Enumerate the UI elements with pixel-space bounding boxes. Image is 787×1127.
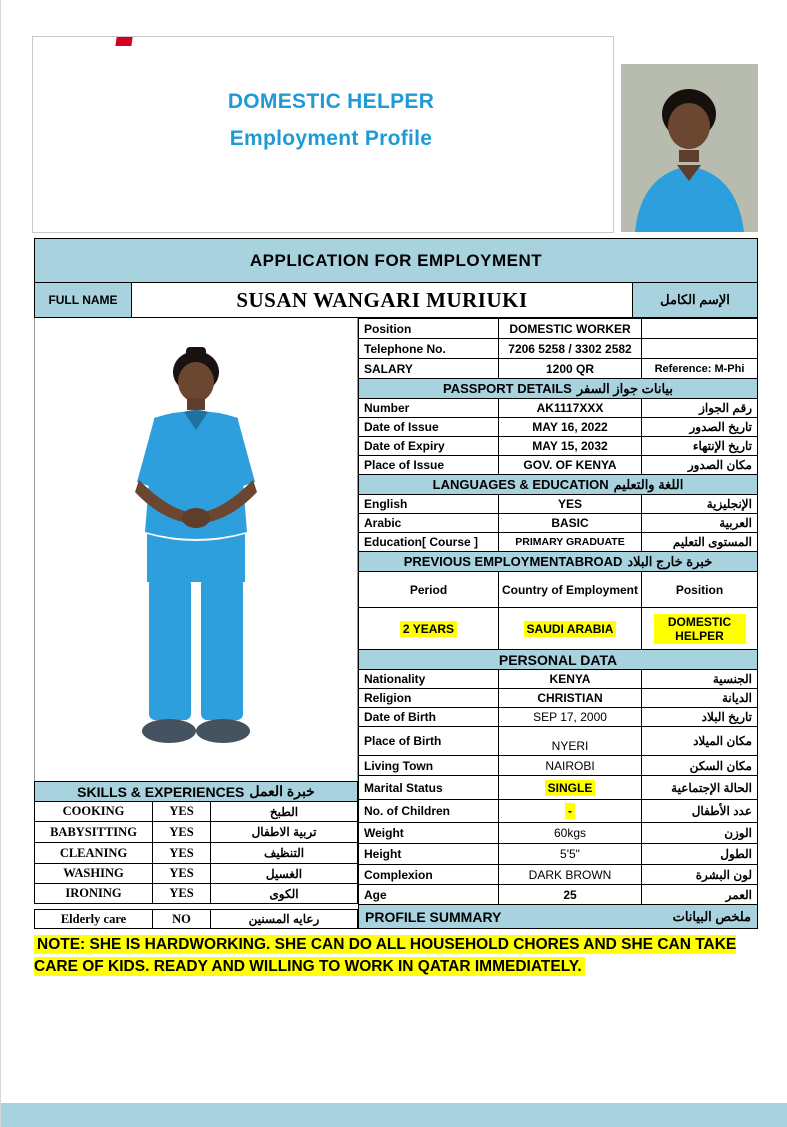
field-value: NAIROBI [499, 756, 642, 775]
red-mark [115, 37, 132, 46]
prev-employment-country [499, 608, 642, 649]
prev-employment-header-en: PREVIOUS EMPLOYMENTABROAD [403, 554, 623, 569]
skill-row-elderly-care [34, 909, 358, 929]
row-weight [358, 823, 758, 844]
prev-employment-period [359, 608, 499, 649]
field-label-arabic: تاريخ الصدور [689, 420, 752, 434]
field-label-arabic: مكان الصدور [687, 458, 752, 472]
skill-label-arabic: تربية الاطفال [251, 825, 317, 839]
field-label: Nationality [359, 670, 499, 688]
languages-header-en: LANGUAGES & EDUCATION [432, 477, 609, 492]
row-age [358, 885, 758, 905]
field-value: CHRISTIAN [499, 689, 642, 707]
field-label-arabic: رقم الجواز [699, 401, 752, 415]
full-name-label: FULL NAME [35, 283, 132, 317]
field-value: MAY 16, 2022 [499, 418, 642, 436]
row-place-of-issue [358, 456, 758, 475]
skill-value: YES [153, 843, 211, 863]
full-name-value: SUSAN WANGARI MURIUKI [236, 287, 528, 312]
previous-employment-section-header [358, 552, 758, 572]
skill-value: YES [153, 822, 211, 842]
row-salary [358, 359, 758, 379]
column-header-position: Position [675, 582, 724, 597]
field-label: Marital Status [359, 776, 499, 799]
row-telephone [358, 339, 758, 359]
field-value: 25 [499, 885, 642, 904]
field-label: No. of Children [359, 800, 499, 822]
skill-label-arabic: الطبخ [269, 804, 299, 819]
field-label: Date of Expiry [359, 437, 499, 455]
skill-value: YES [153, 884, 211, 903]
skill-label: Elderly care [35, 910, 153, 928]
field-value: YES [499, 495, 642, 513]
field-value: AK1117XXX [499, 399, 642, 417]
skill-label: CLEANING [35, 843, 153, 863]
profile-summary-ar: ملخص البيانات [672, 908, 751, 924]
field-value: DARK BROWN [499, 865, 642, 884]
column-header-period: Period [359, 572, 499, 607]
skill-value: NO [153, 910, 211, 928]
applicant-photo-full [34, 318, 358, 781]
field-label: Complexion [359, 865, 499, 884]
profile-summary-header [358, 905, 758, 929]
field-extra [642, 319, 757, 338]
row-place-of-birth [358, 727, 758, 756]
field-label: Date of Issue [359, 418, 499, 436]
profile-summary-en: PROFILE SUMMARY [365, 908, 502, 925]
row-marital-status [358, 776, 758, 800]
field-label: Place of Birth [359, 727, 499, 755]
headshot-illustration [621, 64, 758, 232]
field-label-arabic: الإنجليزية [706, 497, 752, 511]
row-date-of-birth [358, 708, 758, 727]
field-label-arabic: تاريخ البلاد [701, 710, 752, 724]
personal-data-section-header [358, 650, 758, 670]
field-label-arabic: الديانة [721, 691, 752, 705]
field-label: SALARY [359, 359, 499, 378]
full-name-row [34, 283, 758, 318]
highlighted-value: - [565, 803, 575, 819]
field-label-arabic: المستوى التعليم [672, 535, 752, 549]
skill-value: YES [153, 864, 211, 883]
field-label-arabic: تاريخ الإنتهاء [692, 439, 752, 453]
salary-reference: Reference: M-Phi [654, 362, 745, 375]
row-position [358, 319, 758, 339]
skill-label-arabic: الكوى [269, 886, 299, 901]
column-header-country: Country of Employment [499, 572, 642, 607]
field-label: Education[ Course ] [359, 533, 499, 551]
languages-header-ar: اللغة والتعليم [613, 476, 684, 492]
skill-label-arabic: رعايه المسنين [248, 912, 320, 926]
full-name-label-arabic: الإسم الكامل [632, 283, 757, 317]
field-label: Number [359, 399, 499, 417]
skill-row-cleaning [34, 843, 358, 864]
prev-employment-values-row [358, 608, 758, 650]
skill-label: BABYSITTING [35, 822, 153, 842]
note-text: NOTE: SHE IS HARDWORKING. SHE CAN DO ALL HOUSEHOLD CHORES AND SHE CAN TAKE CARE OF KIDS. READY AND WILLING TO WORK IN QATAR IMMEDIATELY. [34, 936, 737, 975]
row-education [358, 533, 758, 552]
skill-label-arabic: الغسيل [265, 866, 303, 881]
passport-header-en: PASSPORT DETAILS [443, 381, 572, 396]
field-label-arabic: الطول [720, 847, 752, 861]
field-value: MAY 15, 2032 [499, 437, 642, 455]
field-label-arabic: العربية [719, 516, 752, 530]
application-banner: APPLICATION FOR EMPLOYMENT [34, 238, 758, 283]
row-complexion [358, 865, 758, 885]
highlighted-value: DOMESTIC HELPER [654, 614, 746, 644]
prev-employment-columns-row [358, 572, 758, 608]
field-label: Age [359, 885, 499, 904]
prev-employment-position [642, 608, 757, 649]
title-line2: Employment Profile [229, 127, 433, 150]
field-value: 5'5" [499, 844, 642, 864]
field-label: Religion [359, 689, 499, 707]
field-value: KENYA [499, 670, 642, 688]
row-children [358, 800, 758, 823]
title-line1: DOMESTIC HELPER [227, 90, 435, 113]
skill-row-washing [34, 864, 358, 884]
field-label: Position [359, 319, 499, 338]
field-label: Living Town [359, 756, 499, 775]
skills-header-en: SKILLS & EXPERIENCES [77, 783, 245, 800]
field-label-arabic: الوزن [724, 826, 752, 840]
field-label: Telephone No. [359, 339, 499, 358]
field-label-arabic: الحالة الإجتماعية [671, 780, 752, 795]
document-title [121, 90, 541, 151]
row-religion [358, 689, 758, 708]
row-date-of-expiry [358, 437, 758, 456]
full-body-illustration [91, 342, 301, 752]
skill-value: YES [153, 802, 211, 821]
languages-section-header [358, 475, 758, 495]
skill-row-babysitting [34, 822, 358, 843]
applicant-photo-headshot [621, 64, 758, 232]
skill-row-cooking [34, 802, 358, 822]
field-value: BASIC [499, 514, 642, 532]
row-height [358, 844, 758, 865]
footer-bar [1, 1103, 787, 1127]
skills-section-header [34, 781, 358, 802]
field-value: NYERI [499, 727, 642, 755]
field-label-arabic: مكان الميلاد [693, 734, 752, 748]
field-label-arabic: لون البشرة [695, 867, 752, 882]
field-label-arabic: العمر [725, 887, 752, 902]
field-value: 7206 5258 / 3302 2582 [499, 339, 642, 358]
field-label: Height [359, 844, 499, 864]
field-value [499, 776, 642, 799]
skill-label: WASHING [35, 864, 153, 883]
skills-header-ar: خبرة العمل [249, 783, 315, 799]
field-value: 60kgs [499, 823, 642, 843]
field-label: Arabic [359, 514, 499, 532]
skill-label-arabic: التنظيف [263, 846, 305, 860]
field-value: SEP 17, 2000 [499, 708, 642, 726]
row-date-of-issue [358, 418, 758, 437]
row-living-town [358, 756, 758, 776]
prev-employment-header-ar: خبرة خارج البلاد [627, 553, 713, 569]
field-value: GOV. OF KENYA [499, 456, 642, 474]
field-value: PRIMARY GRADUATE [499, 533, 642, 551]
passport-header-ar: بيانات جواز السفر [576, 380, 673, 396]
field-label-arabic: عدد الأطفال [691, 804, 752, 818]
skill-row-ironing [34, 884, 358, 904]
field-label: English [359, 495, 499, 513]
field-label-arabic: الجنسية [712, 672, 752, 686]
highlighted-value: SAUDI ARABIA [524, 621, 617, 637]
field-label-arabic: مكان السكن [689, 758, 752, 773]
row-arabic [358, 514, 758, 533]
passport-section-header [358, 379, 758, 399]
skill-label: COOKING [35, 802, 153, 821]
field-label: Place of Issue [359, 456, 499, 474]
details-table [358, 318, 758, 929]
field-extra [642, 339, 757, 358]
field-label: Date of Birth [359, 708, 499, 726]
row-passport-number [358, 399, 758, 418]
field-value [499, 800, 642, 822]
field-value: 1200 QR [499, 359, 642, 378]
field-label: Weight [359, 823, 499, 843]
note-block [34, 934, 760, 977]
skill-label: IRONING [35, 884, 153, 903]
row-nationality [358, 670, 758, 689]
left-column [34, 318, 358, 929]
row-english [358, 495, 758, 514]
highlighted-value: SINGLE [545, 780, 596, 796]
highlighted-value: 2 YEARS [400, 621, 457, 637]
field-value: DOMESTIC WORKER [499, 319, 642, 338]
personal-data-header: PERSONAL DATA [498, 651, 618, 668]
